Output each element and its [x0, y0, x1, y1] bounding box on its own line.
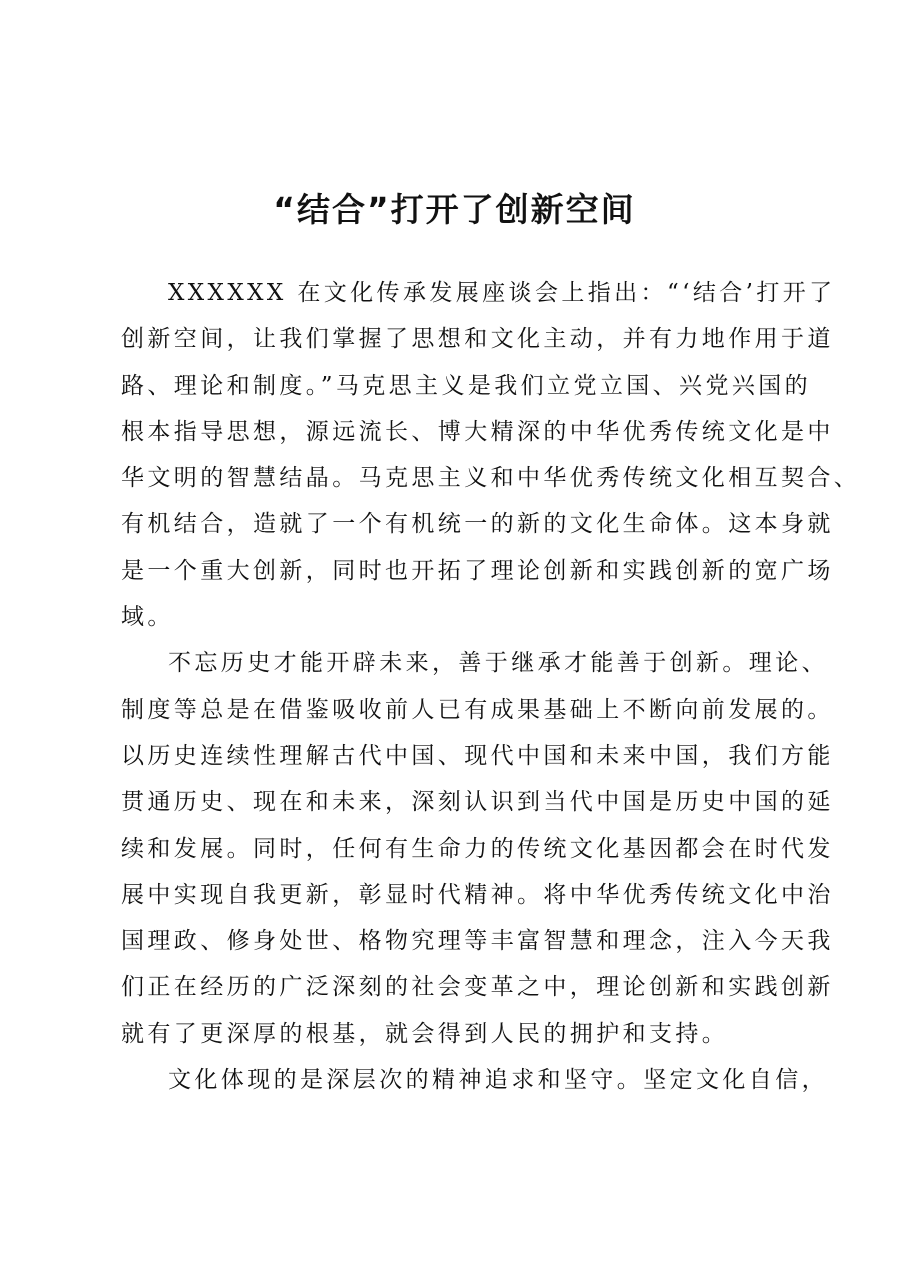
- text-line: XXXXXX 在文化传承发展座谈会上指出：“‘结合’打开了: [168, 280, 836, 306]
- text-line: 就有了更深厚的根基，就会得到人民的拥护和支持。: [121, 1020, 729, 1047]
- document-title: “结合”打开了创新空间: [273, 190, 636, 229]
- text-line: 以历史连续性理解古代中国、现代中国和未来中国，我们方能: [121, 742, 834, 769]
- text-line: 不忘历史才能开辟未来，善于继承才能善于创新。理论、: [168, 650, 828, 677]
- text-line: 贯通历史、现在和未来，深刻认识到当代中国是历史中国的延: [121, 789, 834, 816]
- text-line: 展中实现自我更新，彰显时代精神。将中华优秀传统文化中治: [121, 881, 834, 908]
- text-line: 是一个重大创新，同时也开拓了理论创新和实践创新的宽广场: [121, 557, 834, 584]
- text-line: 华文明的智慧结晶。马克思主义和中华优秀传统文化相互契合、: [121, 465, 861, 492]
- text-line: 域。: [121, 604, 174, 631]
- text-line: 们正在经历的广泛深刻的社会变革之中，理论创新和实践创新: [121, 974, 834, 1001]
- text-line: 有机结合，造就了一个有机统一的新的文化生命体。这本身就: [121, 511, 834, 538]
- text-line: 文化体现的是深层次的精神追求和坚守。坚定文化自信，: [168, 1067, 828, 1094]
- text-line: 国理政、修身处世、格物究理等丰富智慧和理念，注入今天我: [121, 928, 834, 955]
- document-body: [121, 270, 861, 1103]
- text-line: 制度等总是在借鉴吸收前人已有成果基础上不断向前发展的。: [121, 696, 834, 723]
- text-line: 路、理论和制度。”马克思主义是我们立党立国、兴党兴国的: [121, 372, 812, 399]
- text-line: 根本指导思想，源远流长、博大精深的中华优秀传统文化是中: [121, 418, 834, 445]
- text-line: 创新空间，让我们掌握了思想和文化主动，并有力地作用于道: [121, 326, 834, 353]
- text-line: 续和发展。同时，任何有生命力的传统文化基因都会在时代发: [121, 835, 834, 862]
